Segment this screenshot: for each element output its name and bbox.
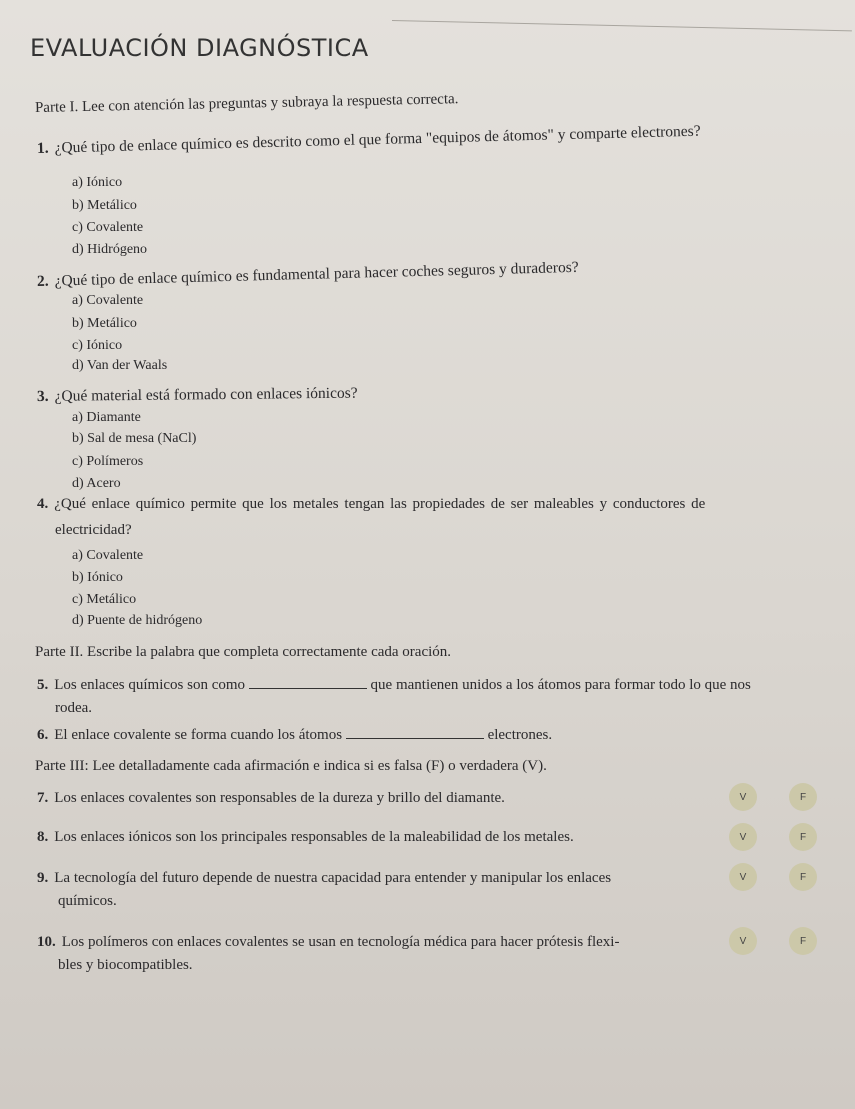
question-text: ¿Qué material está formado con enlaces iónicos?: [54, 384, 358, 405]
question-2: [37, 259, 579, 291]
question-text-after: electrones.: [487, 727, 553, 743]
statement-text: Los enlaces iónicos son los principales responsables de la maleabilidad de los metales.: [54, 829, 574, 845]
option-2a[interactable]: a) Covalente: [72, 293, 144, 308]
question-number: 1.: [36, 139, 49, 157]
question-number: 6.: [37, 727, 49, 743]
question-4-continued: electricidad?: [55, 522, 132, 538]
statement-text: Los polímeros con enlaces covalentes se usan en tecnología médica para hacer prótesis flexi-: [61, 934, 620, 950]
header-rule: [392, 20, 852, 31]
true-option-10[interactable]: V: [729, 927, 757, 955]
question-number: 5.: [37, 677, 49, 693]
question-text-before: Los enlaces químicos son como: [54, 677, 246, 693]
false-option-9[interactable]: F: [789, 863, 817, 891]
false-option-7[interactable]: F: [789, 783, 817, 811]
option-4d[interactable]: d) Puente de hidrógeno: [72, 613, 203, 628]
option-1b[interactable]: b) Metálico: [72, 198, 137, 213]
statement-10-continued: bles y biocompatibles.: [58, 957, 193, 973]
option-2b[interactable]: b) Metálico: [72, 316, 137, 331]
option-2d[interactable]: d) Van der Waals: [72, 358, 168, 373]
question-number: 2.: [36, 272, 49, 290]
question-number: 7.: [37, 790, 49, 806]
option-4a[interactable]: a) Covalente: [72, 548, 144, 563]
question-text: ¿Qué tipo de enlace químico es descrito como el que forma "equipos de átomos" y comparte electrones?: [54, 122, 701, 157]
option-1a[interactable]: a) Iónico: [72, 175, 123, 190]
question-4: [37, 496, 705, 513]
true-option-7[interactable]: V: [729, 783, 757, 811]
question-number: 3.: [36, 387, 49, 405]
option-4c[interactable]: c) Metálico: [72, 592, 137, 607]
question-6: [37, 726, 552, 744]
page-title: EVALUACIÓN DIAGNÓSTICA: [30, 34, 369, 62]
question-1: [37, 123, 701, 158]
statement-10: [37, 934, 619, 951]
part2-heading: Parte II. Escribe la palabra que completa correctamente cada oración.: [35, 644, 452, 660]
question-5: [37, 676, 751, 694]
false-option-8[interactable]: F: [789, 823, 817, 851]
statement-text: La tecnología del futuro depende de nuestra capacidad para entender y manipular los enlaces: [54, 870, 612, 886]
question-5-continued: rodea.: [55, 700, 93, 716]
question-number: 9.: [37, 870, 49, 886]
question-number: 8.: [37, 829, 49, 845]
part3-heading: Parte III: Lee detalladamente cada afirmación e indica si es falsa (F) o verdadera (V).: [35, 758, 547, 774]
statement-8: [37, 829, 574, 846]
true-option-9[interactable]: V: [729, 863, 757, 891]
option-1d[interactable]: d) Hidrógeno: [72, 242, 148, 257]
false-option-10[interactable]: F: [789, 927, 817, 955]
answer-blank[interactable]: [346, 726, 484, 739]
statement-7: [37, 790, 505, 807]
question-number: 4.: [37, 496, 49, 512]
question-text: ¿Qué tipo de enlace químico es fundamental para hacer coches seguros y duraderos?: [54, 258, 579, 290]
option-3d[interactable]: d) Acero: [72, 476, 121, 491]
question-text-after: que mantienen unidos a los átomos para formar todo lo que nos: [370, 677, 751, 693]
statement-9-continued: químicos.: [58, 893, 117, 909]
answer-blank[interactable]: [249, 676, 367, 689]
option-3b[interactable]: b) Sal de mesa (NaCl): [72, 431, 197, 446]
true-option-8[interactable]: V: [729, 823, 757, 851]
option-3a[interactable]: a) Diamante: [72, 410, 141, 425]
statement-text: Los enlaces covalentes son responsables de la dureza y brillo del diamante.: [54, 790, 505, 806]
option-2c[interactable]: c) Iónico: [72, 338, 123, 353]
part1-heading: Parte I. Lee con atención las preguntas y subraya la respuesta correcta.: [34, 91, 459, 116]
option-4b[interactable]: b) Iónico: [72, 570, 123, 585]
question-text-before: El enlace covalente se forma cuando los átomos: [54, 727, 343, 743]
question-3: [37, 385, 358, 406]
question-text: ¿Qué enlace químico permite que los metales tengan las propiedades de ser maleables y conductores de: [54, 496, 706, 512]
option-1c[interactable]: c) Covalente: [72, 220, 144, 235]
statement-9: [37, 870, 611, 887]
option-3c[interactable]: c) Polímeros: [72, 454, 144, 469]
question-number: 10.: [37, 934, 56, 950]
